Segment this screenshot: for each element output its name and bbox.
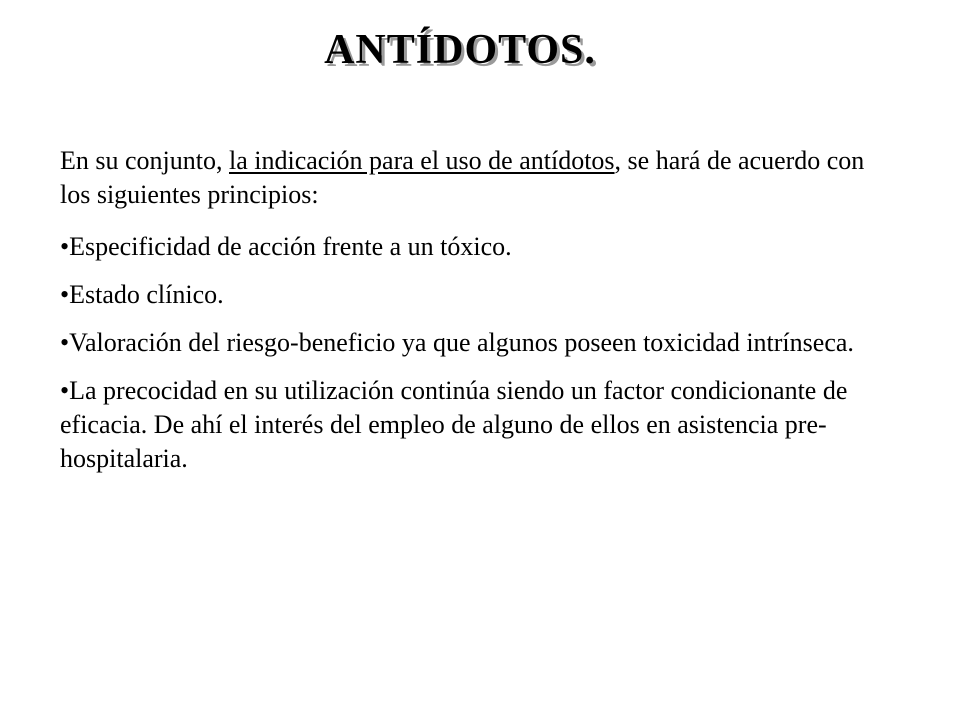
bullet-text: La precocidad en su utilización continúa siendo un factor condicionante de eficacia. De ahí el interés del empleo de alguno de ellos en asistencia pre-hospitalaria.: [60, 376, 848, 473]
intro-text-before: En su conjunto,: [60, 146, 229, 175]
bullet-item-clinical-state: [60, 278, 900, 312]
intro-paragraph: [60, 144, 900, 212]
slide-title: ANTÍDOTOS.: [324, 27, 596, 73]
intro-text-after: , se hará de acuerdo con los siguientes principios:: [60, 146, 865, 209]
bullet-item-risk-benefit: [60, 326, 900, 360]
bullet-mark: •: [60, 328, 70, 357]
slide-body: [60, 144, 900, 490]
bullet-item-specificity: [60, 230, 900, 264]
bullet-text: Estado clínico.: [69, 280, 224, 309]
bullet-item-precocity: [60, 374, 900, 476]
bullet-text: Valoración del riesgo-beneficio ya que algunos poseen toxicidad intrínseca.: [69, 328, 854, 357]
intro-underlined-text: la indicación para el uso de antídotos: [229, 146, 615, 175]
bullet-text: Especificidad de acción frente a un tóxico.: [69, 232, 512, 261]
bullet-mark: •: [60, 376, 70, 405]
bullet-mark: •: [60, 232, 70, 261]
bullet-mark: •: [60, 280, 70, 309]
